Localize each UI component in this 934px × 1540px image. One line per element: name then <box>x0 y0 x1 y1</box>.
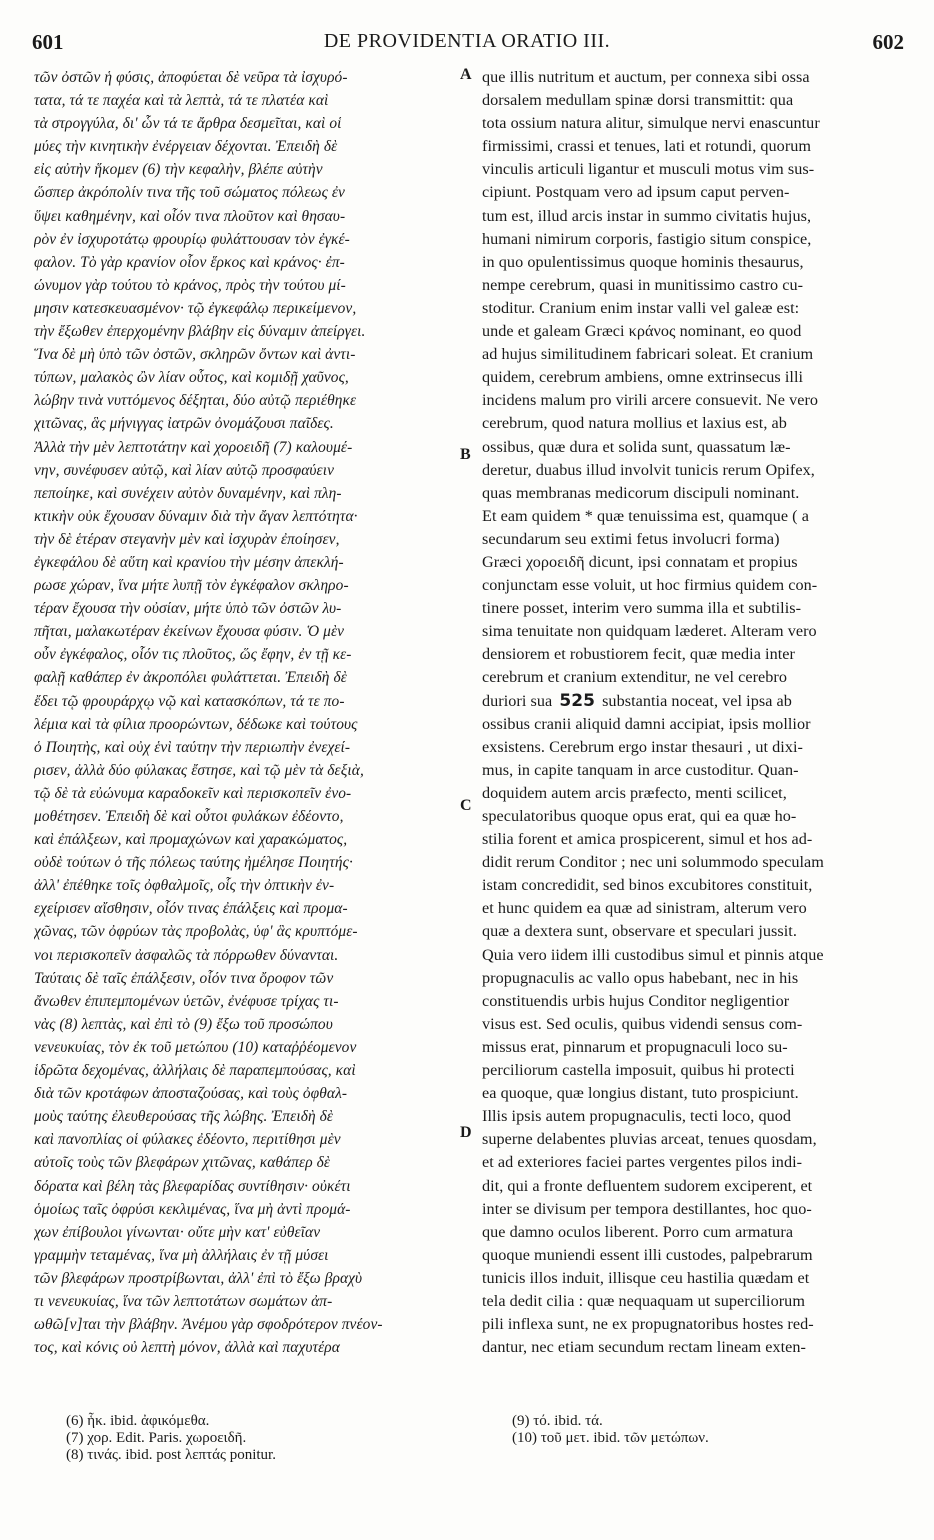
greek-text-line: τὰ στρογγύλα, δι' ὧν τά τε ἄρθρα δεσμεῖται, καὶ οἱ <box>34 115 342 133</box>
latin-text-line: superne delabentes pluvias arceat, tenues quosdam, <box>482 1130 817 1149</box>
greek-text-line: γραμμὴν τεταμένας, ἵνα μὴ ἀλλήλαις ἐν τῇ μύσει <box>34 1246 329 1264</box>
latin-text-line: deretur, duabus illud involvit tunicis rerum Opifex, <box>482 460 815 479</box>
latin-text-line: inter se divisum per tempora destillantes, hoc quo- <box>482 1199 812 1218</box>
greek-text-line: Ἵνα δὲ μὴ ὑπὸ τῶν ὀστῶν, σκληρῶν ὄντων καὶ ἀντι- <box>34 346 356 364</box>
greek-text-line: ώνυμον γὰρ τούτου τὸ κράνος, πρὸς τὴν τούτου μί- <box>34 276 346 294</box>
latin-text-line: in quo opulentissimus quoque hominis thesaurus, <box>482 252 804 271</box>
latin-text-line: ossibus cranii aliquid damni accipiat, ipsis mollior <box>482 714 811 733</box>
latin-text-line: doquidem autem arcis præfecto, menti scilicet, <box>482 783 787 802</box>
latin-text-line: missus erat, pinnarum et propugnaculi loco su- <box>482 1037 788 1056</box>
footnote: (7) χορ. Edit. Paris. χωροειδῆ. <box>66 1430 247 1446</box>
greek-text-line: ὕψει καθημένην, καὶ οἷόν τινα πλοῦτον καὶ θησαυ- <box>34 207 346 225</box>
greek-text-line: νην, συνέφυσεν αὐτῷ, καὶ λίαν αὐτῷ προσφαύειν <box>34 461 335 479</box>
greek-text-line: μοθέτησεν. Ἐπειδὴ δὲ καὶ οὗτοι φυλάκων ἐδέοντο, <box>34 808 344 825</box>
latin-text-line: et ad exteriores faciei partes vergentes pilos indi- <box>482 1153 803 1172</box>
latin-text-line: tela dedit cilia : quæ nequaquam ut superciliorum <box>482 1291 805 1310</box>
page-header <box>30 30 904 60</box>
latin-text-line: pili inflexa sunt, ne ex propugnatoribus hostes red- <box>482 1315 814 1334</box>
latin-text-line: perciliorum castella imposuit, quibus hi protecti <box>482 1061 795 1080</box>
latin-text-line: tota ossium natura alitur, simulque nervi enascuntur <box>482 114 820 133</box>
greek-text-line: ἄνωθεν ἐπιπεμπομένων ὑετῶν, ἐνέφυσε τρίχας τι- <box>34 992 339 1010</box>
footnotes-left <box>66 1413 276 1464</box>
greek-text-line: λέμια καὶ τὰ φίλια προορώντων, δέδωκε καὶ τούτους <box>34 715 358 733</box>
latin-text-line: stilia forent et amica prospicerent, simul et hos ad- <box>482 830 813 849</box>
greek-text-line: τῷ δὲ τὰ εὐώνυμα καραδοκεῖν καὶ περισκοπεῖν ἐνο- <box>34 784 352 802</box>
greek-text-line: νενευκυίας, τὸν ἐκ τοῦ μετώπου (10) καταῤῥέομενον <box>34 1038 357 1056</box>
greek-text-line: Ταύταις δὲ ταῖς ἐπάλξεσιν, οἷόν τινα ὄροφον τῶν <box>34 969 334 987</box>
latin-text-line: Et eam quidem * quæ tenuissima est, quamque ( a <box>482 506 809 525</box>
running-title: DE PROVIDENTIA ORATIO III. <box>323 30 611 52</box>
greek-text-line: καὶ πανοπλίας οἱ φύλακες ἐδέοντο, περιτίθησι μὲν <box>34 1131 341 1149</box>
latin-text-line: Græci χοροειδῆ dicunt, ipsi connatam et propius <box>482 552 798 571</box>
latin-text-line: tinere posset, interim vero summa illa et subtilis- <box>482 599 802 618</box>
latin-text-line: dorsalem medullam spinæ dorsi transmittit: qua <box>482 91 794 110</box>
latin-text-line: quas membranas medicorum discipuli nominant. <box>482 483 800 502</box>
latin-text-line: vinculis articuli ligantur et musculi motus vim sus- <box>482 160 815 179</box>
greek-text-line: μοὺς ταύτης ἐλευθερούσας τῆς λώβης. Ἐπειδὴ δὲ <box>34 1108 334 1126</box>
greek-text-line: ὁ Ποιητὴς, καὶ οὐχ ἑνὶ ταύτην τὴν περιωπὴν ἐνεχεί- <box>34 738 351 756</box>
greek-text-line: λώβην τινὰ νυττόμενος δέξηται, δύο αὐτῷ περιέθηκε <box>34 392 357 410</box>
greek-text-line: πεποίηκε, καὶ συνέχειν αὐτὸν δυναμένην, καὶ πλη- <box>34 484 342 502</box>
latin-text-line: incidens malum pro virili arcere consuevit. Ne vero <box>482 391 819 410</box>
footnote: (8) τινάς. ibid. post λεπτάς ponitur. <box>66 1447 276 1463</box>
greek-text-line: διὰ τῶν κροτάφων ἀποσταζούσας, καὶ τοὺς ὀφθαλ- <box>34 1085 348 1103</box>
latin-text-line: unde et galeam Græci κράνος nominant, eo quod <box>482 322 802 341</box>
latin-text-line: exsistens. Cerebrum ergo instar thesauri , ut dixi- <box>482 737 803 756</box>
latin-text-line: sima tenuitate non quidquam læderet. Alteram vero <box>482 622 817 641</box>
greek-text-line: τέραν ἔχουσα τὴν οὐσίαν, μήτε ὑπὸ τῶν ὀστῶν λυ- <box>34 600 342 618</box>
greek-text-line: ἀλλ' ἐπέθηκε τοῖς ὀφθαλμοῖς, οἷς τὴν ὀπτικὴν ἐν- <box>34 877 335 895</box>
greek-text-line: τος, καὶ κόνις οὐ λεπτὴ μόνον, ἀλλὰ καὶ παχυτέρα <box>34 1339 340 1357</box>
latin-text-line: speculatoribus quoque opus erat, qui ea quæ ho- <box>482 807 797 825</box>
greek-text-line: τῶν βλεφάρων προστρίβωνται, ἀλλ' ἐπὶ τὸ ἔξω βραχὺ <box>34 1269 363 1287</box>
greek-text-line: Ἀλλὰ τὴν μὲν λεπτοτάτην καὶ χοροειδῆ (7) καλουμέ- <box>34 438 353 456</box>
right-page-number: 602 <box>872 30 904 54</box>
greek-text-line: ἐγκεφάλου δὲ αὕτη καὶ κρανίου τὴν μέσην ἀπεκλή- <box>34 553 344 571</box>
latin-text-line: nempe cerebrum, quasi in munitissimo castro cu- <box>482 275 804 294</box>
greek-text-line: νοι περισκοπεῖν ἀσφαλῶς τὰ πόρρωθεν δύνανται. <box>34 946 339 964</box>
latin-text-line: cipiunt. Postquam vero ad ipsum caput perven- <box>482 183 790 202</box>
latin-text-line: cerebrum et cranium extenditur, ne vel cerebro <box>482 668 788 687</box>
greek-text-column <box>34 66 458 1359</box>
greek-text-line: τὴν ἔξωθεν ἐπερχομένην βλάβην εἰς δύναμιν ἀπείργει. <box>34 323 366 341</box>
margin-marker-c: C <box>460 797 472 814</box>
greek-text-line: χῶνας, τῶν ὀφρύων τὰς προβολὰς, ὑφ' ἃς κρυπτόμε- <box>34 923 358 941</box>
greek-text-line: κτικὴν οὐκ ἔχουσαν δύναμιν διὰ τὴν ἄγαν λεπτότητα· <box>34 507 358 525</box>
greek-text-line: μύες τὴν κινητικὴν ἐνέργειαν δέχονται. Ἐπειδὴ δὲ <box>34 138 338 156</box>
greek-text-line: οὖν ἐγκέφαλος, οἷόν τις πλοῦτος, ὥς ἔφην, ἐν τῇ κε- <box>34 646 352 664</box>
greek-text-line: ἔδει τῷ φρουράρχῳ νῷ καὶ κατασκόπων, τά τε πο- <box>34 692 345 710</box>
latin-text-line: firmissimi, crassi et tenues, lati et rotundi, quorum <box>482 137 812 156</box>
margin-marker-b: B <box>460 446 471 463</box>
greek-text-line: χων ἐπίβουλοι γίνωνται· οὔτε μὴν κατ' εὐθεῖαν <box>34 1223 321 1241</box>
margin-marker-d: D <box>460 1124 472 1141</box>
latin-text-line: tunicis illos induit, illisque ceu hastilia quædam et <box>482 1268 810 1287</box>
latin-text-line: que damno oculos liberent. Porro cum armatura <box>482 1222 794 1241</box>
latin-text-line: constituendis urbis hujus Conditor negligentior <box>482 991 790 1010</box>
latin-text-line: visus est. Sed oculis, quibus videndi sensus com- <box>482 1014 803 1033</box>
footnote: (10) τοῦ μετ. ibid. τῶν μετώπων. <box>512 1430 709 1446</box>
latin-text-line: dit, qui a fronte defluentem sudorem exciperent, et <box>482 1176 813 1195</box>
greek-text-line: τὴν δὲ ἑτέραν στεγανὴν μὲν καὶ ἰσχυρὰν ἐποίησεν, <box>34 530 340 548</box>
greek-text-line: νὰς (8) λεπτὰς, καὶ ἐπὶ τὸ (9) ἔξω τοῦ προσώπου <box>34 1015 333 1033</box>
greek-text-line: τῶν ὀστῶν ἡ φύσις, ἀποφύεται δὲ νεῦρα τὰ ἰσχυρό- <box>34 69 348 86</box>
latin-text-line: conjunctam esse voluit, ut hoc firmius quidem con- <box>482 576 818 595</box>
greek-text-line: φαλῇ καθάπερ ἐν ἀκροπόλει φυλάττεται. Ἐπειδὴ δὲ <box>34 669 347 687</box>
latin-text-line: Quia vero iidem illi custodibus simul et pinnis atque <box>482 945 824 964</box>
latin-text-line: dantur, nec etiam secundum rectam lineam exten- <box>482 1338 806 1357</box>
footnote: (6) ἧκ. ibid. ἀφικόμεθα. <box>66 1413 210 1429</box>
greek-text-line: τύπων, μαλακὸς ὢν λίαν οὗτος, καὶ κομιδῇ χαῦνος, <box>34 369 349 387</box>
greek-text-line: μησιν κατεσκευασμένον· τῷ ἐγκεφάλῳ περικείμενον, <box>34 299 357 317</box>
greek-text-line: ρὸν ἐν ἰσχυροτάτῳ φρουρίῳ φυλάττουσαν τὸν ἐγκέ- <box>34 230 350 248</box>
left-page-number: 601 <box>32 30 64 54</box>
greek-text-line: ὥσπερ ἀκρόπολίν τινα τῆς τοῦ σώματος πόλεως ἐν <box>34 184 345 202</box>
latin-text-fragment: substantia noceat, vel ipsa ab <box>597 691 792 710</box>
greek-text-line: ρισεν, ἀλλὰ δύο φύλακας ἔστησε, καὶ τῷ μὲν τὰ δεξιὰ, <box>34 761 364 779</box>
latin-text-line: humani nimirum corporis, fastigio situm conspice, <box>482 229 812 248</box>
latin-text-line: istam concredidit, sed binos excubitores constituit, <box>482 876 813 895</box>
greek-text-line: ωθῶ[ν]ται τὴν βλάβην. Ἀνέμου γὰρ σφοδρότερον πνέον- <box>34 1316 383 1334</box>
latin-text-line: Illis ipsis autem propugnaculis, tecti loco, quod <box>482 1107 792 1126</box>
greek-text-line: αὐτοῖς τοὺς τῶν βλεφάρων χιτῶνας, καθάπερ δὲ <box>34 1154 331 1172</box>
greek-text-line: ἱδρῶτα δεχομένας, ἀλλήλαις δὲ παραπεμπούσας, καὶ <box>34 1062 356 1080</box>
greek-text-line: καὶ ἐπάλξεων, καὶ προμαχώνων καὶ χαρακώματος, <box>34 831 348 849</box>
latin-text-line: propugnaculis ac vallo opus habebant, nec in his <box>482 968 799 987</box>
greek-text-line: δόρατα καὶ βέλη τὰς βλεφαρίδας συντίθησιν· οὐκέτι <box>34 1177 351 1195</box>
latin-text-line: tum est, illud arcis instar in summo civitatis hujus, <box>482 206 812 225</box>
latin-text-line: ossibus, quæ dura et solida sunt, quassatum læ- <box>482 437 791 456</box>
greek-text-line: τι νενευκυίας, ἵνα τῶν λεπτοτάτων σωμάτων ἀπ- <box>34 1292 333 1310</box>
greek-text-line: ρωσε χώραν, ἵνα μήτε λυπῇ τὸν ἐγκέφαλον σκληρο- <box>34 577 349 595</box>
greek-text-line: φαλον. Τὸ γὰρ κρανίον οἷον ἕρκος καὶ κράνος· ἐπ- <box>34 253 345 271</box>
greek-text-line: οὐδὲ τούτων ὁ τῆς πόλεως ταύτης ἠμέλησε Ποιητής· <box>34 854 353 872</box>
greek-text-line: ὁμοίως ταῖς ὀφρύσι κεκλιμένας, ἵνα μὴ ἀντὶ προμά- <box>34 1200 351 1218</box>
greek-text-line: εἰς αὐτὴν ἥκομεν (6) τὴν κεφαλὴν, βλέπε αὐτὴν <box>34 161 323 179</box>
latin-text-line: quidem, cerebrum ambiens, omne extrinsecus illi <box>482 368 804 387</box>
latin-text-line: stoditur. Cranium enim instar valli vel galeæ est: <box>482 298 800 317</box>
column-number: 525 <box>559 690 595 711</box>
latin-text-line: ea quoque, quæ longius distant, tuto prospiciunt. <box>482 1084 799 1103</box>
latin-text-line: secundarum seu extimi fetus involucri forma) <box>482 529 780 548</box>
latin-text-fragment: duriori sua <box>482 691 557 710</box>
greek-text-line: εχείρισεν αἴσθησιν, οἷόν τινας ἐπάλξεις καὶ προμα- <box>34 900 348 918</box>
greek-text-line: τατα, τά τε παχέα καὶ τὰ λεπτὰ, τά τε πλατέα καὶ <box>34 92 329 110</box>
margin-marker-a: A <box>460 66 472 83</box>
footnote: (9) τό. ibid. τά. <box>512 1413 603 1429</box>
latin-text-column <box>482 66 902 1359</box>
greek-text-line: πῆται, μαλακωτέραν ἐκείνων ἔχουσα φύσιν. Ὁ μὲν <box>34 623 345 641</box>
latin-text-line: quæ a dextera sunt, observare et speculari jussit. <box>482 922 797 941</box>
latin-text-line: et hunc quidem ea quæ ad sinistram, alterum vero <box>482 899 807 918</box>
footnotes-right <box>512 1413 709 1447</box>
latin-text-line: mus, in capite tanquam in arce custoditur. Quan- <box>482 760 799 779</box>
latin-text-line: ad hujus similitudinem fabricari soleat. Et cranium <box>482 345 814 364</box>
latin-text-line: que illis nutritum et auctum, per connexa sibi ossa <box>482 68 810 86</box>
latin-text-line <box>482 690 902 713</box>
latin-text-line: didit rerum Conditor ; nec uni solummodo speculam <box>482 853 824 872</box>
latin-text-line: densiorem et robustiorem fecit, quæ media inter <box>482 645 795 664</box>
latin-text-line: cerebrum, quod natura mollius et laxius est, ab <box>482 414 787 433</box>
latin-text-line: quoque muniendi essent illi custodes, palpebrarum <box>482 1245 813 1264</box>
greek-text-line: χιτῶνας, ἃς μήνιγγας ἰατρῶν ὀνομάζουσι παῖδες. <box>34 415 334 433</box>
